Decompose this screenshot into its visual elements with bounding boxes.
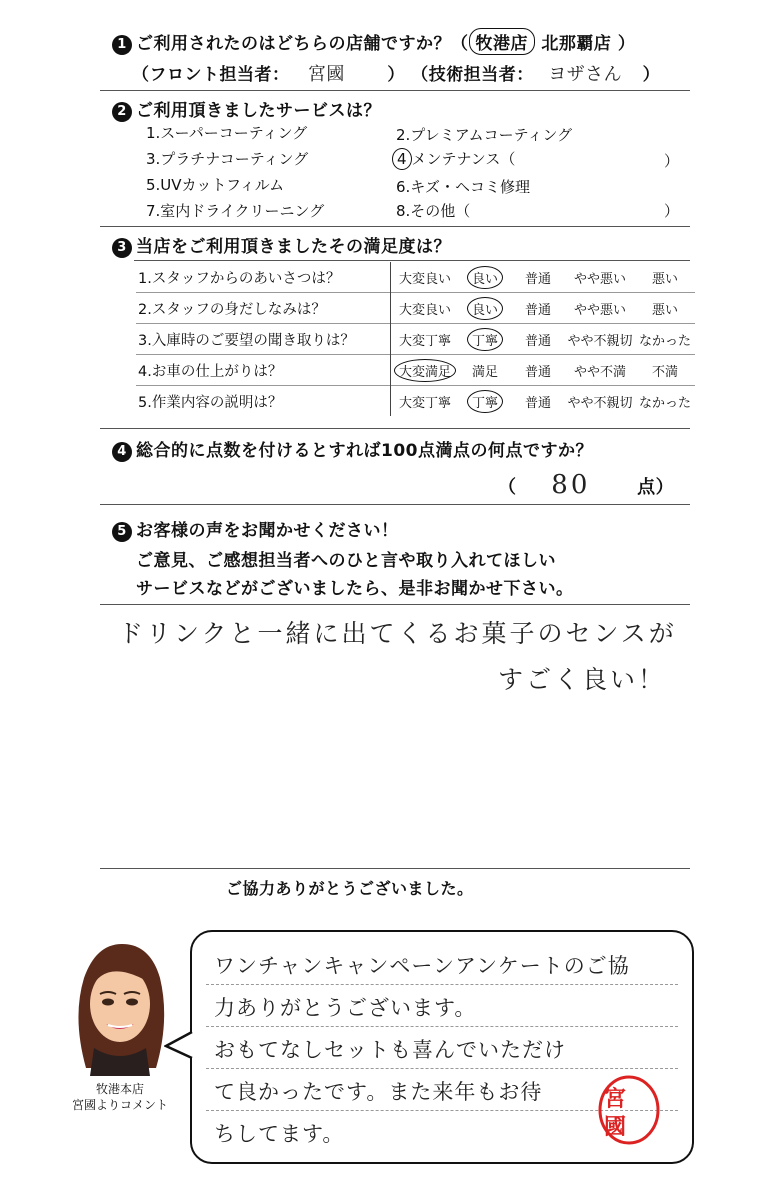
satisfaction-row	[136, 355, 695, 386]
comment-line: て良かったです。また来年もお待	[214, 1080, 543, 1104]
satisfaction-cell	[511, 262, 565, 293]
divider	[100, 90, 690, 91]
thanks-text: ご協力ありがとうございました。	[226, 879, 474, 898]
satisfaction-option-selected: 良い	[467, 297, 503, 320]
satisfaction-option: やや悪い	[573, 271, 626, 287]
satisfaction-question: 3.入庫時のご要望の聞き取りは？	[136, 324, 391, 355]
front-label: （フロント担当者：	[132, 65, 290, 85]
q1-store-other: 北那覇店 ）	[541, 34, 636, 54]
satisfaction-option: なかった	[638, 395, 691, 411]
satisfaction-option: やや悪い	[573, 302, 626, 318]
divider	[134, 260, 690, 261]
satisfaction-cell-selected	[391, 355, 460, 386]
tech-close: ）	[642, 65, 661, 85]
q4-question: 総合的に点数を付けるとすれば100点満点の何点ですか？	[136, 441, 593, 461]
satisfaction-cell	[511, 386, 565, 417]
satisfaction-option: なかった	[638, 333, 691, 349]
satisfaction-cell	[635, 262, 695, 293]
q4-unit: 点）	[637, 477, 675, 498]
service-item: 3.プラチナコーティング	[146, 150, 309, 168]
satisfaction-option: 不満	[651, 364, 678, 380]
satisfaction-option: 普通	[524, 271, 551, 287]
satisfaction-option: 悪い	[651, 271, 678, 287]
satisfaction-option: 普通	[524, 302, 551, 318]
comment-line: おもてなしセットも喜んでいただけ	[214, 1038, 566, 1062]
satisfaction-row	[136, 324, 695, 355]
divider	[100, 868, 690, 869]
satisfaction-option-selected: 丁寧	[467, 390, 503, 413]
satisfaction-cell	[565, 355, 635, 386]
bubble-tail	[164, 1030, 194, 1060]
satisfaction-cell	[565, 324, 635, 355]
satisfaction-cell-selected	[459, 293, 511, 324]
stamp-char-top: 宮	[604, 1087, 627, 1112]
q1-store-selected: 牧港店	[469, 28, 536, 55]
divider	[100, 428, 690, 429]
q5-number: 5	[112, 522, 132, 542]
satisfaction-option: 普通	[524, 333, 551, 349]
satisfaction-option-selected: 丁寧	[467, 328, 503, 351]
q4-score: 80	[551, 470, 591, 500]
service-item: 1.スーパーコーティング	[146, 124, 308, 142]
avatar-caption-line1: 牧港本店	[95, 1082, 144, 1096]
customer-comment-line1: ドリンクと一緒に出てくるお菓子のセンスが	[118, 619, 677, 648]
service-item: 6.キズ・ヘコミ修理	[396, 178, 531, 196]
q4-open: （	[498, 477, 517, 498]
q5-heading	[112, 516, 399, 542]
q4-answer	[498, 470, 674, 500]
tech-label: （技術担当者：	[411, 65, 534, 85]
service-item: 8.その他（	[396, 202, 471, 220]
service-item: 7.室内ドライクリーニング	[146, 202, 325, 220]
satisfaction-cell	[635, 293, 695, 324]
service-selected-mark: 4	[392, 148, 412, 170]
satisfaction-row	[136, 293, 695, 324]
q5-subtext-2: サービスなどがございましたら、是非お聞かせ下さい。	[136, 579, 574, 599]
satisfaction-cell	[565, 262, 635, 293]
service-item-selected	[392, 148, 515, 170]
satisfaction-question: 4.お車の仕上がりは？	[136, 355, 391, 386]
satisfaction-cell	[391, 262, 460, 293]
q5-question: お客様の声をお聞かせください！	[136, 521, 399, 541]
q2-question: ご利用頂きましたサービスは？	[136, 101, 381, 121]
satisfaction-cell-selected	[459, 386, 511, 417]
q2-number: 2	[112, 102, 132, 122]
q3-heading	[112, 232, 451, 258]
front-name: 宮國	[307, 64, 345, 85]
satisfaction-option: やや不満	[573, 364, 626, 380]
satisfaction-cell	[635, 386, 695, 417]
staff-avatar	[66, 938, 172, 1076]
satisfaction-option: 悪い	[651, 302, 678, 318]
divider	[100, 504, 690, 505]
front-close: ）	[387, 65, 405, 85]
stamp-char-bottom: 國	[604, 1115, 627, 1140]
satisfaction-cell	[565, 293, 635, 324]
satisfaction-option-selected: 良い	[467, 266, 503, 289]
satisfaction-option: 普通	[524, 395, 551, 411]
satisfaction-cell	[511, 293, 565, 324]
satisfaction-option: やや不親切	[567, 395, 633, 411]
service-item: 5.UVカットフィルム	[146, 176, 285, 194]
tech-name: ヨザさん	[548, 64, 623, 85]
q1-staff-row	[132, 60, 660, 86]
q5-subtext-1: ご意見、ご感想担当者へのひと言や取り入れてほしい	[136, 551, 556, 571]
satisfaction-cell	[635, 324, 695, 355]
satisfaction-question: 1.スタッフからのあいさつは？	[136, 262, 391, 293]
satisfaction-option: 大変丁寧	[398, 395, 451, 411]
comment-line: ちしてます。	[214, 1122, 345, 1146]
q3-number: 3	[112, 238, 132, 258]
service-item-label: メンテナンス（	[411, 150, 516, 168]
comment-line: ワンチャンキャンペーンアンケートのご協	[214, 954, 630, 978]
satisfaction-cell	[391, 324, 460, 355]
service-item-close: ）	[664, 202, 680, 220]
ruled-line	[206, 984, 678, 985]
satisfaction-cell	[511, 355, 565, 386]
satisfaction-option: 普通	[524, 364, 551, 380]
q2-heading	[112, 96, 381, 122]
q3-question: 当店をご利用頂きましたその満足度は？	[136, 237, 451, 257]
satisfaction-cell	[459, 355, 511, 386]
customer-comment-line2: すごく良い！	[498, 665, 667, 694]
satisfaction-option: 満足	[471, 364, 498, 380]
divider	[100, 226, 690, 227]
q4-heading	[112, 436, 593, 462]
q1-heading	[112, 28, 635, 55]
satisfaction-row	[136, 386, 695, 417]
satisfaction-option: 大変良い	[398, 271, 451, 287]
satisfaction-question: 5.作業内容の説明は？	[136, 386, 391, 417]
satisfaction-question: 2.スタッフの身だしなみは？	[136, 293, 391, 324]
satisfaction-cell	[511, 324, 565, 355]
satisfaction-option: 大変丁寧	[398, 333, 451, 349]
satisfaction-cell-selected	[459, 324, 511, 355]
q1-question: ご利用されたのはどちらの店舗ですか？（	[136, 34, 469, 54]
service-item-close: ）	[664, 152, 680, 170]
satisfaction-cell-selected	[459, 262, 511, 293]
service-item: 2.プレミアムコーティング	[396, 126, 573, 144]
satisfaction-option: 大変良い	[398, 302, 451, 318]
divider	[100, 604, 690, 605]
q1-number: 1	[112, 35, 132, 55]
ruled-line	[206, 1068, 678, 1069]
ruled-line	[206, 1026, 678, 1027]
q4-number: 4	[112, 442, 132, 462]
satisfaction-row	[136, 262, 695, 293]
satisfaction-table	[136, 262, 695, 416]
satisfaction-cell	[391, 293, 460, 324]
satisfaction-cell	[391, 386, 460, 417]
satisfaction-option-selected: 大変満足	[394, 359, 456, 382]
comment-line: 力ありがとうございます。	[214, 996, 477, 1020]
satisfaction-cell	[565, 386, 635, 417]
satisfaction-option: やや不親切	[567, 333, 633, 349]
avatar-caption-line2: 宮國よりコメント	[71, 1098, 168, 1112]
satisfaction-cell	[635, 355, 695, 386]
